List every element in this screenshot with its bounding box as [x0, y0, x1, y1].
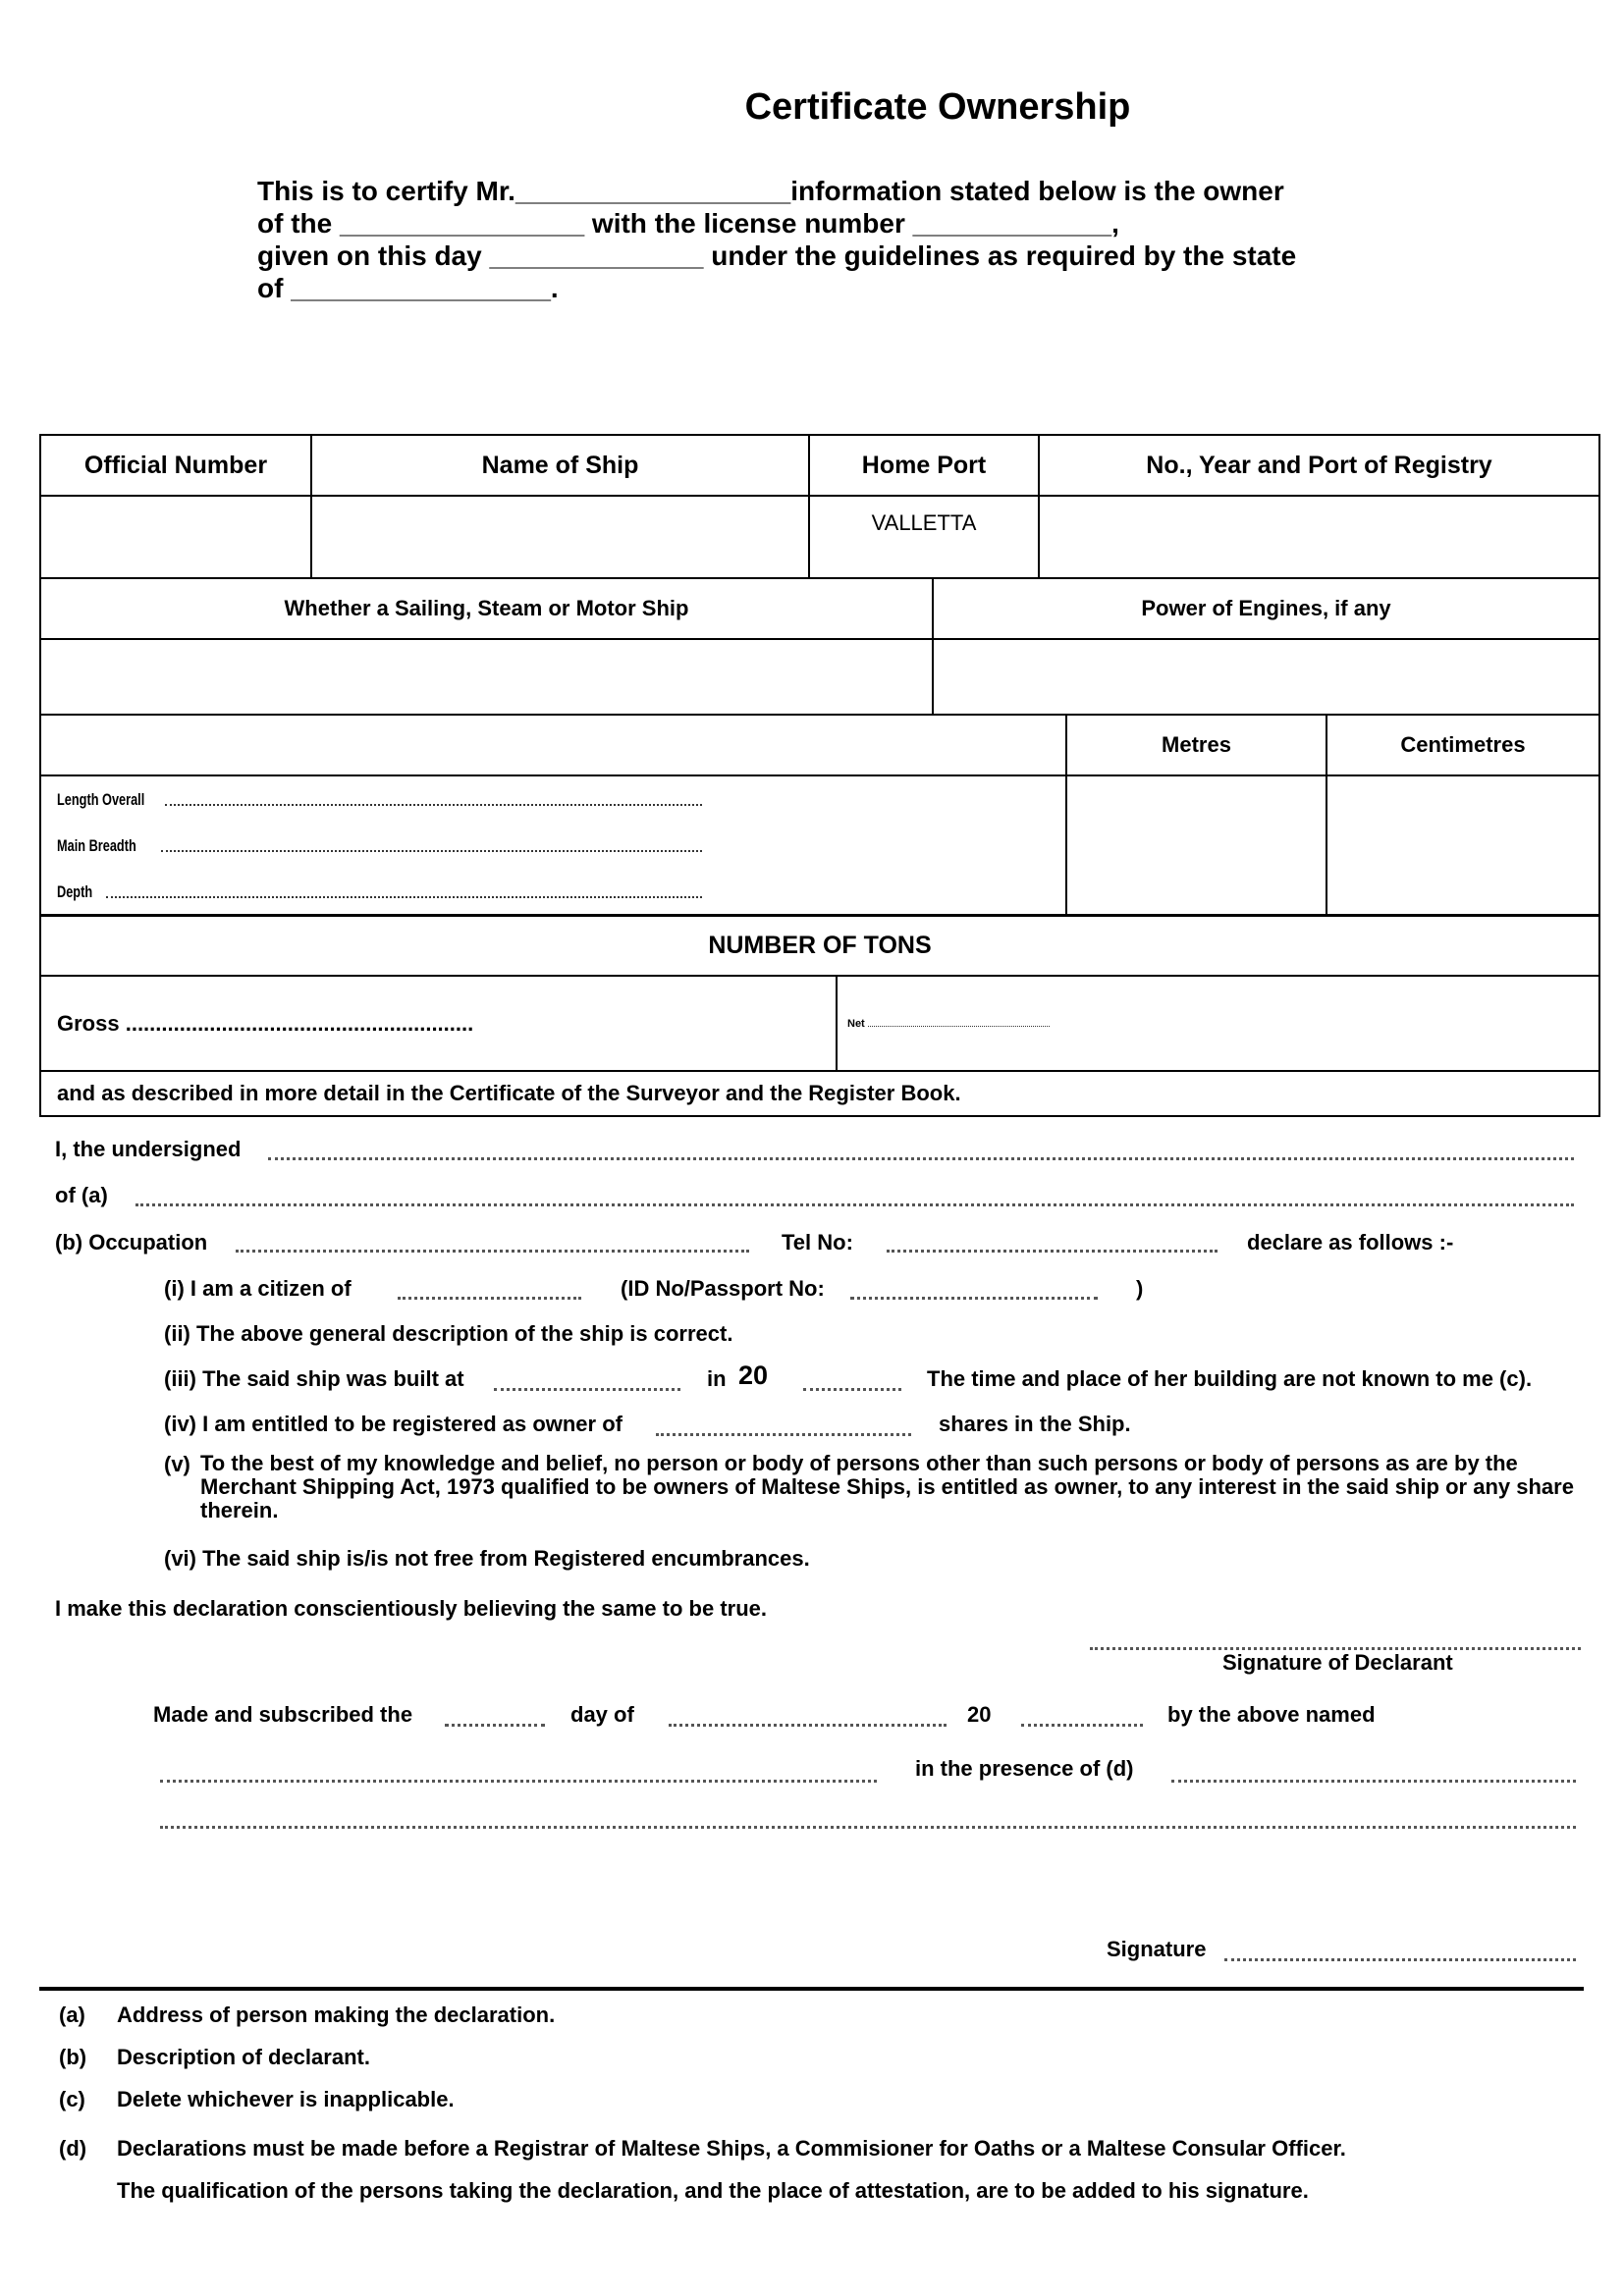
metres-field[interactable]	[1066, 775, 1326, 916]
length-label: Length Overall	[57, 790, 145, 809]
day-of-label: day of	[570, 1702, 634, 1727]
surveyor-note: and as described in more detail in the Certificate of the Surveyor and the Register Book.	[40, 1071, 1599, 1116]
length-row	[57, 776, 1065, 823]
presence-field[interactable]	[1171, 1780, 1576, 1783]
power-label: Power of Engines, if any	[933, 578, 1599, 639]
gross-cell[interactable]	[40, 976, 837, 1071]
item-iii-tail: The time and place of her building are not known to me (c).	[927, 1366, 1533, 1391]
breadth-dots	[161, 850, 702, 852]
item-vi: (vi) The said ship is/is not free from Registered encumbrances.	[164, 1546, 810, 1571]
id-passport-label: (ID No/Passport No:	[621, 1276, 825, 1301]
dimensions-header-blank	[40, 715, 1066, 775]
year-field[interactable]	[803, 1388, 901, 1391]
citizen-label: (i) I am a citizen of	[164, 1276, 352, 1301]
named-person-field[interactable]	[160, 1780, 877, 1783]
home-port-field[interactable]: VALLETTA	[809, 496, 1039, 578]
ship-type-table	[39, 577, 1600, 716]
conscientious-statement: I make this declaration conscientiously believing the same to be true.	[55, 1596, 767, 1621]
official-number-field[interactable]	[40, 496, 311, 578]
footnote-d-text: Declarations must be made before a Registrar of Maltese Ships, a Commisioner for Oaths or a Maltese Consular Officer.	[117, 2136, 1346, 2161]
name-of-ship-field[interactable]	[311, 496, 809, 578]
presence-label: in the presence of (d)	[915, 1756, 1134, 1781]
occupation-field[interactable]	[236, 1250, 749, 1253]
signature-label: Signature	[1107, 1937, 1207, 1961]
intro-paragraph	[257, 175, 1296, 304]
net-label: Net	[847, 1017, 865, 1030]
built-at-field[interactable]	[494, 1388, 680, 1391]
footnote-a-text: Address of person making the declaration.	[117, 2002, 556, 2027]
footnote-a-letter: (a)	[59, 2002, 85, 2027]
length-dots	[165, 804, 702, 806]
footnote-d-text-line-2: The qualification of the persons taking the declaration, and the place of attestation, are to be added to his signature.	[117, 2178, 1309, 2203]
subscribed-year-field[interactable]	[1021, 1724, 1143, 1727]
signature-field[interactable]	[1224, 1958, 1576, 1961]
metres-label: Metres	[1066, 715, 1326, 775]
footnote-b-letter: (b)	[59, 2045, 87, 2069]
gross-label: Gross	[57, 1010, 120, 1036]
above-named-label: by the above named	[1167, 1702, 1376, 1727]
dimensions-table	[39, 714, 1600, 917]
item-iv-tail: shares in the Ship.	[939, 1412, 1131, 1436]
intro-line-1: This is to certify Mr.__________________information stated below is the owner	[257, 176, 1284, 206]
footnote-b-text: Description of declarant.	[117, 2045, 370, 2069]
made-label: Made and subscribed the	[153, 1702, 413, 1727]
intro-line-2: of the ________________ with the license number _____________,	[257, 208, 1119, 239]
header-official-number: Official Number	[40, 435, 311, 496]
centimetres-label: Centimetres	[1326, 715, 1599, 775]
header-home-port: Home Port	[809, 435, 1039, 496]
depth-dots	[106, 896, 702, 898]
citizenship-field[interactable]	[398, 1297, 581, 1300]
id-close-paren: )	[1136, 1276, 1144, 1301]
header-name-of-ship: Name of Ship	[311, 435, 809, 496]
undersigned-label: I, the undersigned	[55, 1137, 242, 1161]
tel-field[interactable]	[887, 1250, 1218, 1253]
occupation-label: (b) Occupation	[55, 1230, 208, 1255]
ship-type-field[interactable]	[40, 639, 933, 715]
footnotes-divider	[39, 1987, 1584, 1991]
dimension-labels	[40, 775, 1066, 916]
address-field[interactable]	[135, 1203, 1574, 1206]
depth-label: Depth	[57, 882, 93, 901]
intro-line-4: of _________________.	[257, 273, 559, 303]
in-label: in	[707, 1366, 727, 1391]
item-v-number: (v)	[164, 1452, 190, 1476]
ship-type-label: Whether a Sailing, Steam or Motor Ship	[40, 578, 933, 639]
page-title: Certificate Ownership	[744, 86, 1131, 128]
footnote-c-text: Delete whichever is inapplicable.	[117, 2087, 455, 2111]
power-field[interactable]	[933, 639, 1599, 715]
footnote-d-letter: (d)	[59, 2136, 87, 2161]
item-iii-label: (iii) The said ship was built at	[164, 1366, 464, 1391]
intro-line-3: given on this day ______________ under the guidelines as required by the state	[257, 240, 1297, 271]
twenty-label: 20	[967, 1702, 992, 1727]
day-field[interactable]	[445, 1724, 545, 1727]
ship-identity-table	[39, 434, 1600, 579]
breadth-label: Main Breadth	[57, 836, 136, 855]
breadth-row	[57, 823, 1065, 869]
centimetres-field[interactable]	[1326, 775, 1599, 916]
tons-table	[39, 914, 1600, 1117]
year-prefix: 20	[738, 1361, 769, 1390]
item-v-text: To the best of my knowledge and belief, no person or body of persons other than such persons or body of persons as are by the Merchant Shipping Act, 1973 qualified to be owners of Maltese Ships, is entitled as owner, to any interest in the said ship or any share therein.	[200, 1451, 1574, 1522]
registry-field[interactable]	[1039, 496, 1599, 578]
header-registry: No., Year and Port of Registry	[1039, 435, 1599, 496]
declare-label: declare as follows :-	[1247, 1230, 1454, 1255]
net-cell[interactable]	[837, 976, 1599, 1071]
footnote-c-letter: (c)	[59, 2087, 85, 2111]
undersigned-field[interactable]	[268, 1157, 1574, 1160]
shares-field[interactable]	[656, 1433, 911, 1436]
net-dots	[868, 1026, 1050, 1027]
gross-dots: ..........................................................	[125, 1010, 474, 1036]
id-passport-field[interactable]	[850, 1297, 1098, 1300]
of-a-label: of (a)	[55, 1183, 108, 1207]
item-ii: (ii) The above general description of the ship is correct.	[164, 1321, 733, 1346]
tel-label: Tel No:	[782, 1230, 853, 1255]
item-iv-label: (iv) I am entitled to be registered as owner of	[164, 1412, 623, 1436]
tons-label: NUMBER OF TONS	[40, 915, 1599, 976]
month-field[interactable]	[669, 1724, 947, 1727]
depth-row	[57, 869, 1065, 915]
signature-of-declarant-label: Signature of Declarant	[1222, 1650, 1453, 1675]
additional-line-field[interactable]	[160, 1826, 1576, 1829]
